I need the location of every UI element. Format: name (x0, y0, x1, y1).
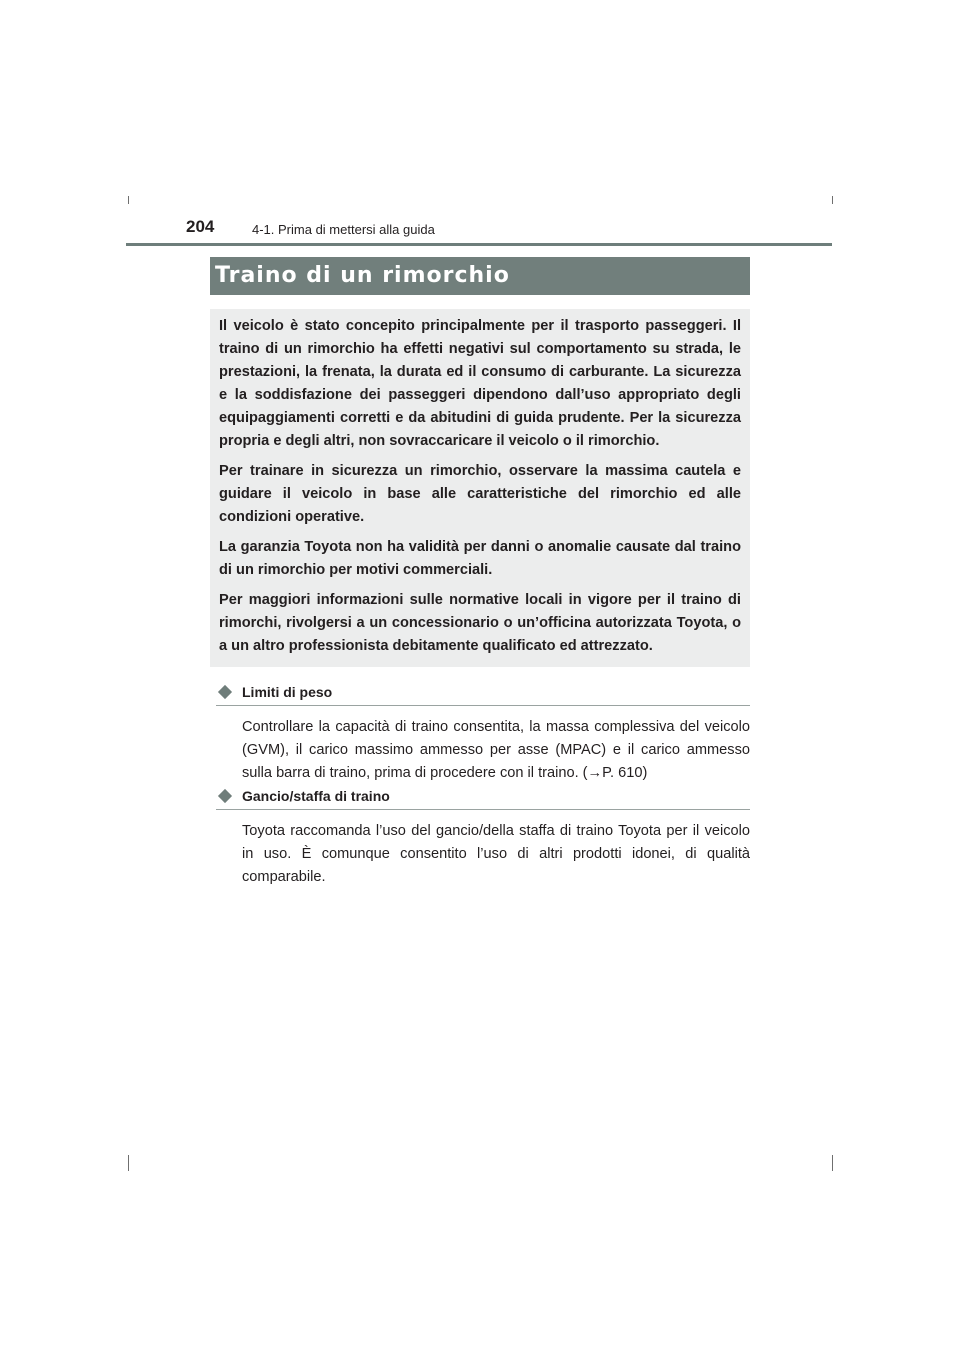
chapter-label: 4-1. Prima di mettersi alla guida (252, 222, 435, 237)
intro-box (210, 309, 750, 667)
section-title: Limiti di peso (242, 684, 333, 700)
intro-paragraph: Il veicolo è stato concepito principalmente per il trasporto passeggeri. Il traino di un rimorchio ha effetti negativi sul comportamento su strada, le prestazioni, la frenata, la durata ed il consumo di carburante. La sicurezza e la soddisfazione dei passeggeri dipendono dall’uso appropriato degli equipaggiamenti corretti e da abitudini di guida prudente. Per la sicurezza propria e degli altri, non sovraccaricare il veicolo o il rimorchio. (219, 318, 741, 449)
section-heading (216, 682, 750, 706)
section-tow-hitch (216, 786, 750, 889)
diamond-bullet-icon (218, 685, 232, 699)
title-banner (210, 257, 750, 295)
page-title: Traino di un rimorchio (215, 263, 510, 288)
page-number: 204 (186, 217, 215, 236)
crop-mark-top-left (128, 196, 129, 204)
crop-mark-bottom-right (832, 1155, 833, 1171)
crop-mark-bottom-left (128, 1155, 129, 1171)
section-heading (216, 786, 750, 810)
section-title: Gancio/staffa di traino (242, 788, 390, 804)
header-rule (126, 243, 832, 246)
intro-paragraph: La garanzia Toyota non ha validità per danni o anomalie causate dal traino di un rimorchio per motivi commerciali. (219, 539, 741, 578)
section-body: Toyota raccomanda l’uso del gancio/della staffa di traino Toyota per il veicolo in uso. È comunque consentito l’uso di altri prodotti idonei, di qualità comparabile. (242, 823, 750, 885)
intro-paragraph: Per trainare in sicurezza un rimorchio, osservare la massima cautela e guidare il veicolo in base alle caratteristiche del rimorchio ed alle condizioni operative. (219, 463, 741, 525)
section-body: Controllare la capacità di traino consentita, la massa complessiva del veicolo (GVM), il carico massimo ammesso per asse (MPAC) e il carico ammesso sulla barra di traino, prima di procedere con il traino. (→P. 610) (242, 719, 750, 781)
intro-paragraph: Per maggiori informazioni sulle normative locali in vigore per il traino di rimorchi, rivolgersi a un concessionario o un’officina autorizzata Toyota, o a un altro professionista debitamente qualificato ed attrezzato. (219, 592, 741, 654)
diamond-bullet-icon (218, 789, 232, 803)
crop-mark-top-right (832, 196, 833, 204)
section-weight-limits (216, 682, 750, 785)
